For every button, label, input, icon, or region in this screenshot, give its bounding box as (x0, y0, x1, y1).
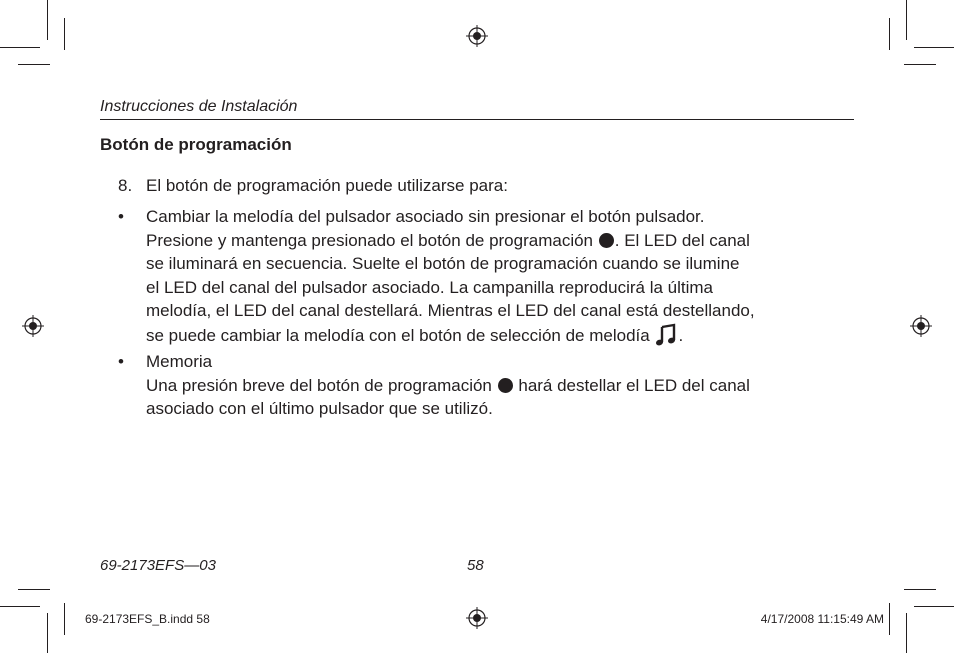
running-header: Instrucciones de Instalación (100, 98, 298, 115)
crop-mark (0, 606, 40, 607)
registration-mark-icon (910, 315, 932, 337)
registration-mark-icon (466, 25, 488, 47)
bullet-paragraph (146, 350, 866, 421)
bullet-symbol: • (118, 352, 124, 371)
text-fragment: . (678, 325, 684, 345)
text-line (146, 229, 866, 253)
crop-mark (64, 18, 65, 50)
item-text: El botón de programación puede utilizarse para: (146, 176, 508, 195)
crop-mark (18, 64, 50, 65)
text-line (146, 374, 866, 398)
slug-file: 69-2173EFS_B.indd 58 (85, 612, 210, 626)
crop-mark (47, 0, 48, 40)
section-title: Botón de programación (100, 135, 292, 154)
text-line: Cambiar la melodía del pulsador asociado sin presionar el botón pulsador. (146, 207, 705, 226)
crop-mark (47, 613, 48, 653)
text-fragment: . El LED del canal (614, 230, 750, 250)
crop-mark (914, 606, 954, 607)
doc-number: 69-2173EFS—03 (100, 557, 216, 574)
registration-mark-icon (22, 315, 44, 337)
crop-mark (906, 0, 907, 40)
crop-mark (914, 47, 954, 48)
music-note-icon (654, 323, 678, 347)
crop-mark (906, 613, 907, 653)
text-line: se iluminará en secuencia. Suelte el botón de programación cuando se ilumine (146, 254, 740, 273)
bullet-heading: Memoria (146, 352, 213, 371)
page-number: 58 (467, 557, 484, 574)
text-line (146, 323, 866, 348)
text-fragment: hará destellar el LED del canal (518, 375, 750, 395)
registration-mark-icon (466, 607, 488, 629)
crop-mark (0, 47, 40, 48)
crop-mark (18, 589, 50, 590)
crop-mark (904, 589, 936, 590)
crop-mark (904, 64, 936, 65)
crop-mark (889, 18, 890, 50)
item-number: 8. (118, 176, 133, 195)
header-rule (100, 119, 854, 120)
text-fragment: Una presión breve del botón de programación (146, 375, 492, 395)
filled-circle-icon (498, 378, 513, 393)
crop-mark (889, 603, 890, 635)
filled-circle-icon (599, 233, 614, 248)
text-line: asociado con el último pulsador que se utilizó. (146, 399, 493, 418)
text-fragment: se puede cambiar la melodía con el botón de selección de melodía (146, 325, 650, 345)
crop-mark (64, 603, 65, 635)
text-line: melodía, el LED del canal destellará. Mientras el LED del canal está destellando, (146, 301, 755, 320)
bullet-paragraph (146, 205, 866, 347)
slug-datetime: 4/17/2008 11:15:49 AM (760, 612, 884, 626)
text-line: el LED del canal del pulsador asociado. La campanilla reproducirá la última (146, 277, 713, 297)
text-fragment: Presione y mantenga presionado el botón de programación (146, 230, 594, 250)
bullet-symbol: • (118, 207, 124, 226)
